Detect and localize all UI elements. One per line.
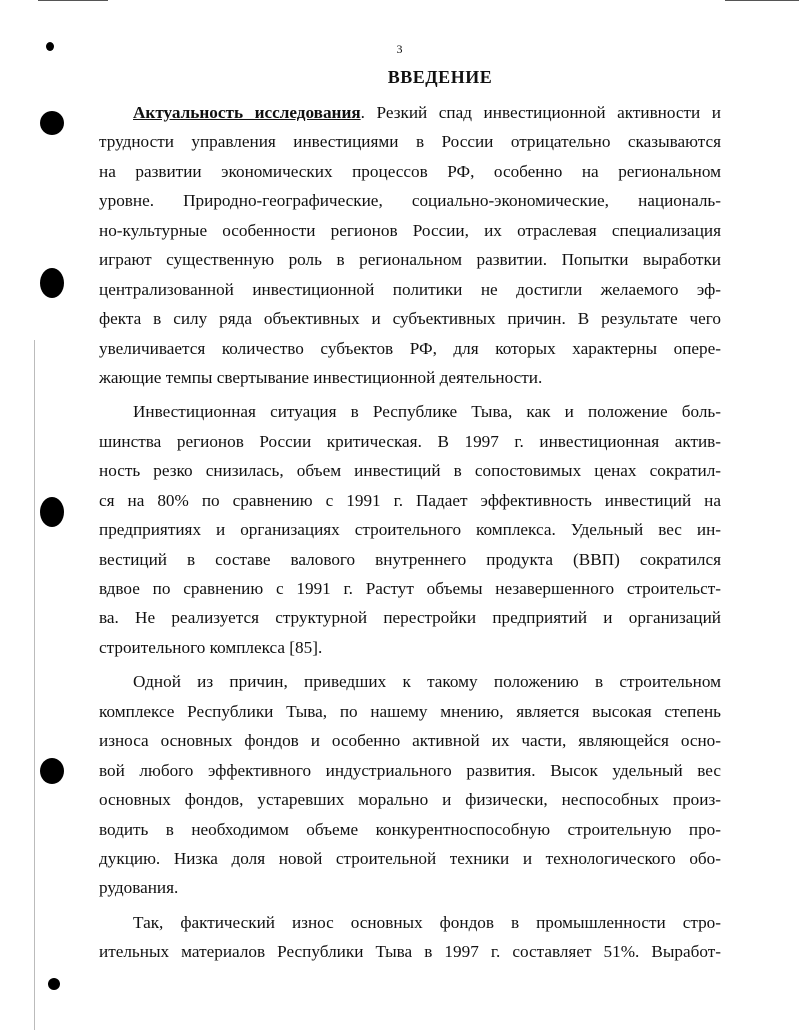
text-line: уровне. Природно-географические, социально-экономические, националь-: [99, 191, 721, 211]
binder-hole-2: [40, 111, 64, 135]
binder-hole-6: [48, 978, 60, 990]
text-line: вестиций в составе валового внутреннего продукта (ВВП) сократился: [99, 549, 721, 569]
paragraph-2: [99, 397, 721, 662]
paragraph-4: [99, 908, 721, 967]
text-line: комплексе Республики Тыва, по нашему мнению, является высокая степень: [99, 701, 721, 721]
page-title: ВВЕДЕНИЕ: [387, 67, 493, 87]
text-line: ность резко снизилась, объем инвестиций в сопостовимых ценах сократил-: [99, 461, 721, 481]
page-number: 3: [396, 42, 403, 56]
text-line: рудования.: [99, 878, 179, 898]
body-text: [99, 98, 721, 967]
paragraph-1: [99, 98, 721, 392]
text-line: централизованной инвестиционной политики не достигли желаемого эф-: [99, 279, 721, 299]
paragraph-3: [99, 667, 721, 903]
text-line: трудности управления инвестициями в России отрицательно сказываются: [99, 132, 721, 152]
text-line: вой любого эффективного индустриального развития. Высок удельный вес: [99, 760, 721, 780]
scan-edge-line-left: [38, 0, 108, 1]
text-line: играют существенную роль в региональном развитии. Попытки выработки: [99, 250, 721, 270]
text-line: строительного комплекса [85].: [99, 637, 323, 657]
scan-edge-line-right: [725, 0, 799, 1]
text-line: основных фондов, устаревших морально и физически, неспособных произ-: [99, 790, 721, 810]
text-line: водить в необходимом объеме конкурентноспособную строительную про-: [99, 819, 721, 839]
text-line: ва. Не реализуется структурной перестройки предприятий и организаций: [99, 608, 721, 628]
text-line: Так, фактический износ основных фондов в промышленности стро-: [133, 912, 721, 932]
text-line: увеличивается количество субъектов РФ, для которых характерны опере-: [99, 338, 721, 358]
binder-hole-3: [40, 268, 64, 298]
text-line: вдвое по сравнению с 1991 г. Растут объемы незавершенного строительст-: [99, 579, 721, 598]
binder-hole-5: [40, 758, 64, 784]
section-heading: Актуальность исследования: [133, 103, 361, 122]
text-line: фекта в силу ряда объективных и субъективных причин. В результате чего: [99, 309, 721, 329]
text-line: износа основных фондов и особенно активной их части, являющейся осно-: [99, 731, 721, 751]
scan-margin-line: [34, 340, 35, 1030]
text-line: ся на 80% по сравнению с 1991 г. Падает эффективность инвестиций на: [99, 490, 721, 510]
text-line: Инвестиционная ситуация в Республике Тыва, как и положение боль-: [133, 402, 721, 422]
text-line: на развитии экономических процессов РФ, особенно на региональном: [99, 161, 721, 181]
text-line: дукцию. Низка доля новой строительной техники и технологического обо-: [99, 848, 721, 868]
binder-hole-4: [40, 497, 64, 527]
text-line: Актуальность исследования. Резкий спад инвестиционной активности и: [133, 103, 722, 122]
text-line: ительных материалов Республики Тыва в 1997 г. составляет 51%. Выработ-: [99, 942, 721, 962]
text-line: Одной из причин, приведших к такому положению в строительном: [133, 672, 721, 692]
text-line: шинства регионов России критическая. В 1997 г. инвестиционная актив-: [99, 431, 721, 451]
text-line: но-культурные особенности регионов России, их отраслевая специализация: [99, 220, 721, 240]
text-line: жающие темпы свертывание инвестиционной деятельности.: [99, 367, 543, 387]
text-line: предприятиях и организациях строительного комплекса. Удельный вес ин-: [99, 520, 721, 540]
